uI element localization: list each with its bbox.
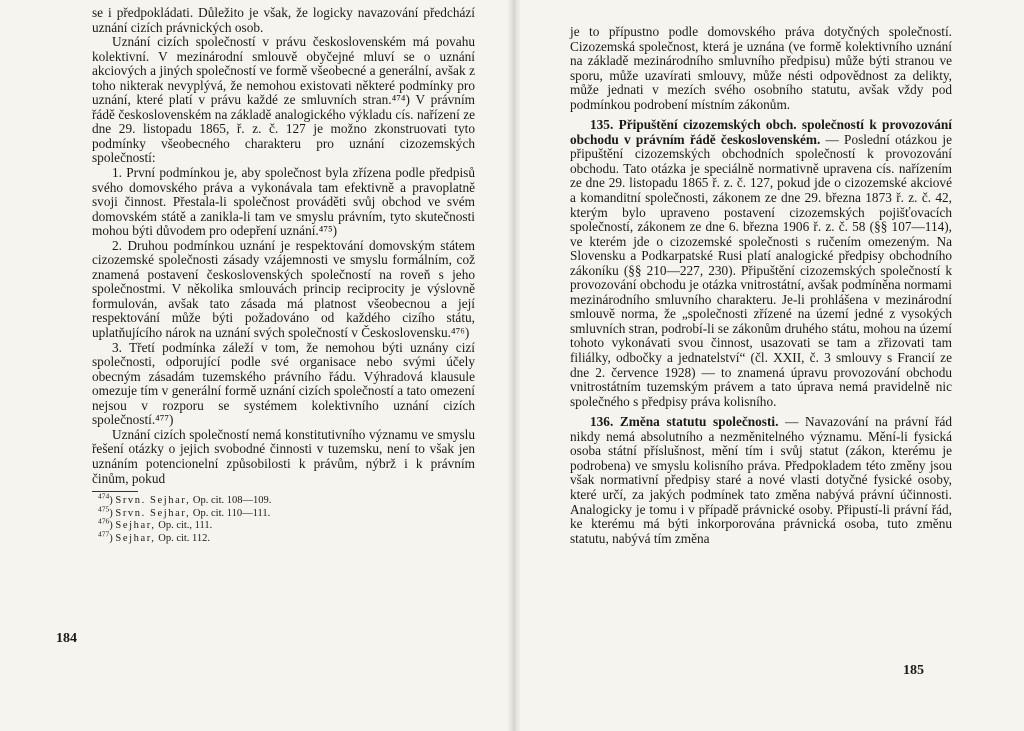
section-paragraph	[570, 415, 952, 546]
page-number: 185	[903, 663, 924, 678]
page-number: 184	[56, 631, 77, 646]
right-page-body	[570, 25, 952, 546]
paragraph: 1. První podmínkou je, aby společnost byla zřízena podle předpisů svého domovského práva a vykonávala tam efektivně a pravoplatně svoji činnost. Přestala-li společnost prováděti svůj obchod ve svém domovském státě a zanikla-li tam ve smyslu právním, tyto skutečnosti mohou býti důvodem pro odepření uznání.⁴⁷⁵)	[92, 165, 475, 239]
footnote-author: Sejhar,	[115, 520, 156, 532]
left-page	[0, 0, 510, 731]
paragraph: 3. Třetí podmínka záleží v tom, že nemohou býti uznány cizí společnosti, odporující podle své organisace nebo svými účely obecným zásadám tuzemského právního řádu. Výhradová klausule omezuje tím v generální formě uznání cizích společností a tato omezení nejsou v rozporu se systémem kolektivního uznání cizích společností.⁴⁷⁷)	[92, 339, 475, 428]
footnote-author: Srvn. Sejhar,	[115, 495, 191, 507]
paragraph: se i předpokládati. Důležito je však, že logicky navazování předchází uznání cizích právnických osob.	[92, 5, 475, 35]
footnote-mark: 475	[98, 504, 110, 514]
footnote-author: Sejhar,	[115, 532, 156, 544]
right-page	[518, 0, 1024, 731]
paragraph: je to přípustno podle domovského práva dotyčných společností. Cizozemská společnost, která je uznána (ve formě kolektivního uznání na základě mezinárodního smluvního předpisu) může býti stranou ve sporu, může uzavírati smlouvy, může nésti odpovědnost za delikty, může jednati v mezích svého osobního statutu, avšak vždy pod podmínkou podrobení místním zákonům.	[570, 24, 952, 112]
paragraph: 2. Druhou podmínkou uznání je respektování domovským státem cizozemské společnosti zásady vzájemnosti ve smyslu formálním, což znamená postavení československých společností na roveň s jeho společnostmi. V několika smlouvách princip reciprocity je výslovně formulován, avšak tato zásada má platnost všeobecnou a její respektování může býti požadováno od každého cizího státu, uplatňujícího nárok na uznání svých společností v Československu.⁴⁷⁶)	[92, 237, 475, 341]
section-heading: 136. Změna statutu společnosti.	[590, 414, 779, 430]
footnote-author: Srvn. Sejhar,	[115, 507, 191, 519]
footnote: $^{476}$) Sejhar, Op. cit., 111.	[98, 516, 213, 532]
footnotes	[92, 491, 475, 545]
footnote-ref: Op. cit. 108—109.	[192, 495, 272, 507]
section-text: — Poslední otázkou je připuštění cizozemských obchodních společností k provozování obchodu. Tato otázka je speciálně normativně upravena cís. nařízením ze dne 29. listopadu 1865 ř. z. č. 127, pokud jde o cizozemské akciové a komanditní společnosti, zákonem ze dne 29. března 1873 ř. z. č. 42, kterým bylo upraveno postavení cizozemských pojišťovacích společností, zákonem ze dne 6. března 1906 ř. z. č. 58 (§§ 107—114), ve kterém jde o cizozemské společnosti s ručením omezeným. Na Slovensku a Podkarpatské Rusi platí analogické předpisy obchodního zákoníku (§§ 210—227, 230). Připuštění cizozemských společností k provozování obchodu je otázka vnitrostátní, avšak podmíněna normami mezinárodního smluvního charakteru. Je-li prohlášena v mezinárodní smlouvě norma, že „společnosti zřízené na území jedné z vysokých smluvních stran, podrobí-li se zákonům druhého státu, mohou na území tohoto vykonávati svou činnost, usazovati se tam a zřizovati tam filiálky, odbočky a jednatelství“ (čl. XXII, č. 3 smlouvy s Francií ze dne 2. července 1928) — to znamená úpravu provozování obchodu vnitrostátním tuzemským právem a tato úprava nemá pravidelně nic společného s předpisy práva kolisního.	[570, 131, 952, 409]
footnote-mark: 476	[98, 516, 110, 526]
paragraph: Uznání cizích společností nemá konstitutivního významu ve smyslu řešení otázky o jejich svobodné činnosti v tuzemsku, není to však jen uznáním potencionelní způsobilosti k právům, nýbrž i k právním činům, pokud	[92, 426, 475, 486]
footnote-ref: Op. cit. 112.	[158, 532, 211, 544]
footnote-ref: Op. cit., 111.	[158, 520, 213, 532]
footnote-ref: Op. cit. 110—111.	[192, 507, 271, 519]
footnote-mark: 474	[98, 491, 110, 501]
footnote: $^{477}$) Sejhar, Op. cit. 112.	[98, 529, 211, 544]
section-heading: 135. Připuštění cizozemských obch. společností k provozování obchodu v právním řádě československém.	[570, 117, 952, 147]
footnote-mark: 477	[98, 529, 110, 539]
paragraph: Uznání cizích společností v právu československém má povahu kolektivní. V mezinárodní smlouvě obyčejné mluví se o uznání akciových a jiných společností ve formě všeobecné a generální, avšak z toho nikterak nevyplývá, že nemohou existovati některé podmínky pro uznání, které platí v právu každé ze smluvních stran.⁴⁷⁴) V právním řádě československém na základě analogického výkladu cís. nařízení ze dne 29. listopadu 1865, ř. z. č. 127 je možno zkonstruovati tyto podmínky všeobecného charakteru pro uznání cizozemských společností:	[92, 34, 475, 166]
left-page-body	[92, 6, 475, 545]
section-paragraph	[570, 118, 952, 409]
footnote: $^{474}$) Srvn. Sejhar, Op. cit. 108—109.	[98, 491, 272, 507]
section-text: — Navazování na právní řád nikdy nemá absolutního a nezměnitelného významu. Mění-li fysická osoba státní příslušnost, mění tím i svůj statut (zákon, kterému je podrobena) ve smyslu kolisního práva. Předpokladem této změny jsou však normativní předpisy staré a nové vlasti dotyčné fysické osoby, které určí, za jakých podmínek tato změna nabývá právní účinnosti. Analogicky je tomu i v případě právnické osoby. Připustí-li právní řád, ke kterému má býti inkorporována právnická osoba, tuto změnu statutu, nabývá tím změna	[570, 414, 952, 546]
footnote: $^{475}$) Srvn. Sejhar, Op. cit. 110—111.	[98, 504, 271, 519]
